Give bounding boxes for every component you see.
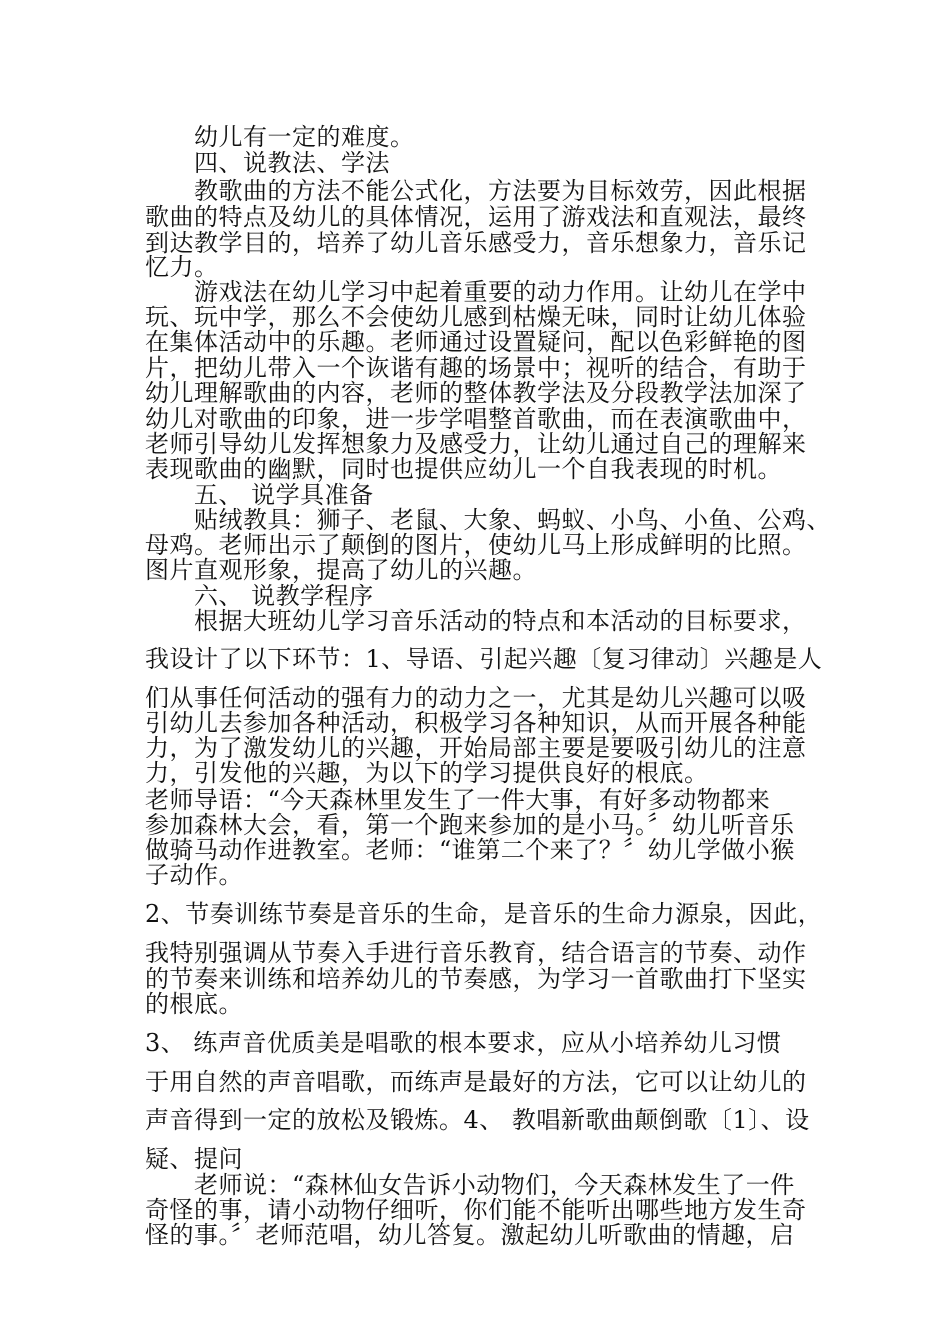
text-line: 我特别强调从节奏入手进行音乐教育，结合语言的节奏、动作 [145, 939, 807, 967]
text-line: 教歌曲的方法不能公式化，方法要为目标效劳，因此根据 [145, 177, 807, 205]
text-line: 3、 练声音优质美是唱歌的根本要求，应从小培养幼儿习惯 [145, 1029, 782, 1057]
text-line: 于用自然的声音唱歌，而练声是最好的方法，它可以让幼儿的 [145, 1068, 807, 1096]
text-line: 歌曲的特点及幼儿的具体情况，运用了游戏法和直观法，最终 [145, 203, 807, 231]
text-line: 的节奏来训练和培养幼儿的节奏感，为学习一首歌曲打下坚实 [145, 965, 807, 993]
text-line: 母鸡。老师出示了颠倒的图片，使幼儿马上形成鲜明的比照。 [145, 531, 807, 559]
text-line: 的根底。 [145, 990, 243, 1018]
text-line: 在集体活动中的乐趣。老师通过设置疑问，配以色彩鲜艳的图 [145, 328, 807, 356]
text-line: 疑、提问 [145, 1145, 243, 1173]
text-line: 力，为了激发幼儿的兴趣，开始局部主要是要吸引幼儿的注意 [145, 734, 807, 762]
text-line: 幼儿理解歌曲的内容，老师的整体教学法及分段教学法加深了 [145, 379, 807, 407]
text-line: 老师说：“森林仙女告诉小动物们，今天森林发生了一件 [145, 1171, 795, 1199]
text-line: 老师引导幼儿发挥想象力及感受力，让幼儿通过自己的理解来 [145, 430, 807, 458]
text-line: 们从事任何活动的强有力的动力之一，尤其是幼儿兴趣可以吸 [145, 684, 807, 712]
text-line: 片，把幼儿带入一个诙谐有趣的场景中；视听的结合，有助于 [145, 354, 807, 382]
text-line: 游戏法在幼儿学习中起着重要的动力作用。让幼儿在学中 [145, 278, 807, 306]
text-line: 幼儿对歌曲的印象，进一步学唱整首歌曲，而在表演歌曲中， [145, 405, 807, 433]
text-line: 声音得到一定的放松及锻炼。4、 教唱新歌曲颠倒歌〔1〕、设 [145, 1106, 810, 1134]
text-line: 表现歌曲的幽默，同时也提供应幼儿一个自我表现的时机。 [145, 455, 782, 483]
text-line: 2、节奏训练节奏是音乐的生命，是音乐的生命力源泉，因此， [145, 900, 823, 928]
text-line: 怪的事。〞老师范唱，幼儿答复。激起幼儿听歌曲的情趣，启 [145, 1221, 795, 1249]
section-heading: 六、 说教学程序 [145, 582, 374, 610]
text-line: 忆力。 [145, 253, 219, 281]
text-line: 根据大班幼儿学习音乐活动的特点和本活动的目标要求， [145, 607, 807, 635]
text-line: 贴绒教具：狮子、老鼠、大象、蚂蚁、小鸟、小鱼、公鸡、 [145, 506, 831, 534]
section-heading: 五、 说学具准备 [145, 481, 374, 509]
text-line: 图片直观形象，提高了幼儿的兴趣。 [145, 556, 537, 584]
text-line: 参加森林大会，看，第一个跑来参加的是小马。〞幼儿听音乐 [145, 811, 795, 839]
text-line: 子动作。 [145, 861, 243, 889]
text-line: 奇怪的事，请小动物仔细听，你们能不能听出哪些地方发生奇 [145, 1196, 807, 1224]
text-line: 幼儿有一定的难度。 [145, 123, 415, 151]
text-line: 做骑马动作进教室。老师：“谁第二个来了？〞幼儿学做小猴 [145, 836, 795, 864]
text-line: 老师导语：“今天森林里发生了一件大事，有好多动物都来 [145, 786, 771, 814]
text-line: 玩、玩中学，那么不会使幼儿感到枯燥无味，同时让幼儿体验 [145, 303, 807, 331]
text-line: 到达教学目的，培养了幼儿音乐感受力，音乐想象力，音乐记 [145, 229, 807, 257]
text-line: 力，引发他的兴趣，为以下的学习提供良好的根底。 [145, 759, 709, 787]
text-line: 引幼儿去参加各种活动，积极学习各种知识，从而开展各种能 [145, 709, 807, 737]
text-line: 我设计了以下环节：1、导语、引起兴趣〔复习律动〕兴趣是人 [145, 645, 823, 673]
section-heading: 四、说教法、学法 [145, 149, 390, 177]
